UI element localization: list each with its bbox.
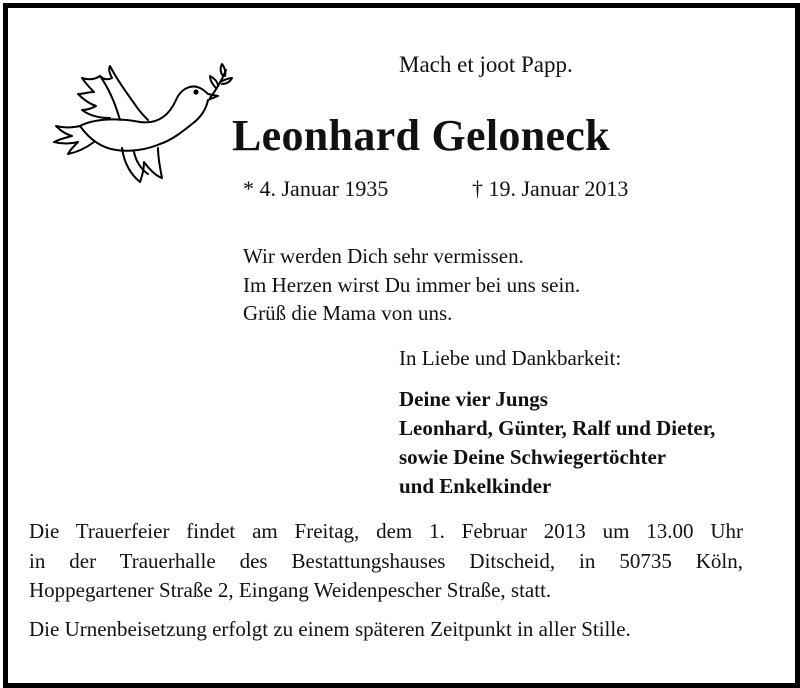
- poem-line: Grüß die Mama von uns.: [243, 301, 453, 325]
- motto: Mach et joot Papp.: [399, 52, 573, 77]
- death-date: † 19. Januar 2013: [472, 176, 629, 201]
- birth-date: * 4. Januar 1935: [243, 176, 389, 201]
- dove-with-olive-branch-icon: [50, 58, 240, 188]
- poem-line: Wir werden Dich sehr vermissen.: [243, 244, 524, 268]
- thanks-line: In Liebe und Dankbarkeit:: [399, 346, 622, 370]
- notice-line: Hoppegartener Straße 2, Eingang Weidenpescher Straße, statt.: [29, 578, 552, 602]
- deceased-name: Leonhard Geloneck: [232, 111, 610, 160]
- burial-notice: Die Urnenbeisetzung erfolgt zu einem späteren Zeitpunkt in aller Stille.: [29, 617, 631, 641]
- poem: [243, 242, 580, 328]
- poem-line: Im Herzen wirst Du immer bei uns sein.: [243, 272, 581, 297]
- funeral-notice: [29, 517, 743, 606]
- notice-line: Die Trauerfeier findet am Freitag, dem 1. Februar 2013 um 13.00 Uhr: [29, 519, 743, 543]
- notice-line: in der Trauerhalle des Bestattungshauses Ditscheid, in 50735 Köln,: [29, 548, 743, 573]
- signer-line: Deine vier Jungs: [399, 387, 548, 411]
- signer-line: und Enkelkinder: [399, 474, 552, 498]
- signer-line: sowie Deine Schwiegertöchter: [399, 445, 667, 469]
- signers: [399, 385, 715, 501]
- signer-line: Leonhard, Günter, Ralf und Dieter,: [399, 416, 716, 440]
